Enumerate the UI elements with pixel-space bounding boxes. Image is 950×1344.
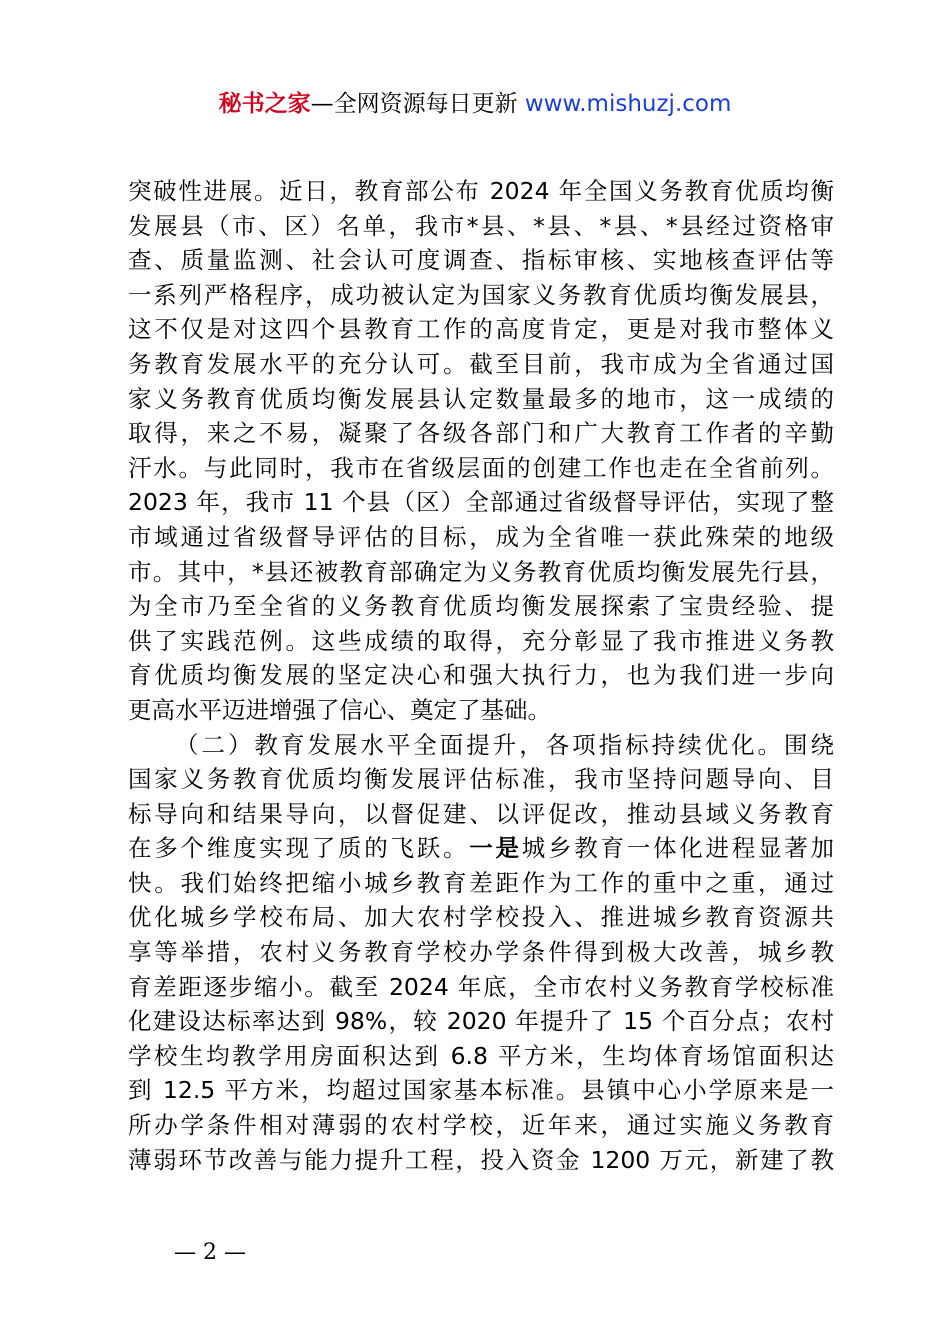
text-line: 一系列严格程序，成功被认定为国家义务教育优质均衡发展县， (128, 280, 834, 309)
text-line: 汗水。与此同时，我市在省级层面的创建工作也走在全省前列。 (128, 453, 834, 482)
text-line: 到 12.5 平方米，均超过国家基本标准。县镇中心小学原来是一 (128, 1076, 834, 1105)
text-line: 市域通过省级督导评估的目标，成为全省唯一获此殊荣的地级 (128, 522, 834, 551)
text-line: 务教育发展水平的充分认可。截至目前，我市成为全省通过国 (128, 349, 834, 378)
text-line: 所办学条件相对薄弱的农村学校，近年来，通过实施义务教育 (128, 1111, 834, 1140)
text-line: 突破性进展。近日，教育部公布 2024 年全国义务教育优质均衡 (128, 177, 834, 205)
text-line: 育优质均衡发展的坚定决心和强大执行力，也为我们进一步向 (128, 661, 834, 690)
text-line: 家义务教育优质均衡发展县认定数量最多的地市，这一成绩的 (128, 384, 834, 413)
bold-marker: 一是 (469, 834, 522, 863)
text-line: 为全市乃至全省的义务教育优质均衡发展探索了宝贵经验、提 (128, 592, 834, 621)
text-line: 育差距逐步缩小。截至 2024 年底，全市农村义务教育学校标准 (128, 972, 834, 1001)
text-line: 标导向和结果导向，以督促建、以评促改，推动县域义务教育 (128, 799, 834, 828)
paragraph-2 (128, 728, 834, 1178)
text-line: 发展县（市、区）名单，我市*县、*县、*县、*县经过资格审 (128, 211, 834, 240)
document-body (128, 174, 834, 1177)
text-line: 快。我们始终把缩小城乡教育差距作为工作的重中之重，通过 (128, 868, 834, 897)
text-line: 优化城乡学校布局、加大农村学校投入、推进城乡教育资源共 (128, 903, 834, 932)
text-line: 供了实践范例。这些成绩的取得，充分彰显了我市推进义务教 (128, 626, 834, 655)
site-brand: 秘书之家 (218, 91, 311, 117)
page-number: — 2 — (174, 1240, 246, 1265)
text-line: 更高水平迈进增强了信心、奠定了基础。 (128, 695, 551, 724)
text-line (128, 831, 834, 866)
text-line: 薄弱环节改善与能力提升工程，投入资金 1200 万元，新建了教 (128, 1145, 834, 1174)
text-line: 国家义务教育优质均衡发展评估标准，我市坚持问题导向、目 (128, 765, 834, 794)
section-heading-line: （二）教育发展水平全面提升，各项指标持续优化。围绕 (175, 730, 834, 759)
text-line: 查、质量监测、社会认可度调查、指标审核、实地核查评估等 (128, 246, 834, 275)
paragraph-1 (128, 174, 834, 728)
text-segment: 在多个维度实现了质的飞跃。 (128, 834, 470, 863)
text-segment: 城乡教育一体化进程显著加 (521, 834, 834, 863)
site-header (0, 88, 950, 120)
text-line: 2023 年，我市 11 个县（区）全部通过省级督导评估，实现了整 (128, 488, 834, 517)
text-line: 学校生均教学用房面积达到 6.8 平方米，生均体育场馆面积达 (128, 1041, 834, 1070)
text-line: 享等举措，农村义务教育学校办学条件得到极大改善，城乡教 (128, 938, 834, 967)
text-line: 取得，来之不易，凝聚了各级各部门和广大教育工作者的辛勤 (128, 419, 834, 448)
text-line: 这不仅是对这四个县教育工作的高度肯定，更是对我市整体义 (128, 315, 834, 344)
site-slogan: —全网资源每日更新 (310, 91, 525, 117)
site-url-link[interactable]: www.mishuzj.com (524, 91, 732, 117)
text-line: 市。其中，*县还被教育部确定为义务教育优质均衡发展先行县， (128, 557, 834, 586)
text-line: 化建设达标率达到 98%，较 2020 年提升了 15 个百分点；农村 (128, 1007, 834, 1036)
